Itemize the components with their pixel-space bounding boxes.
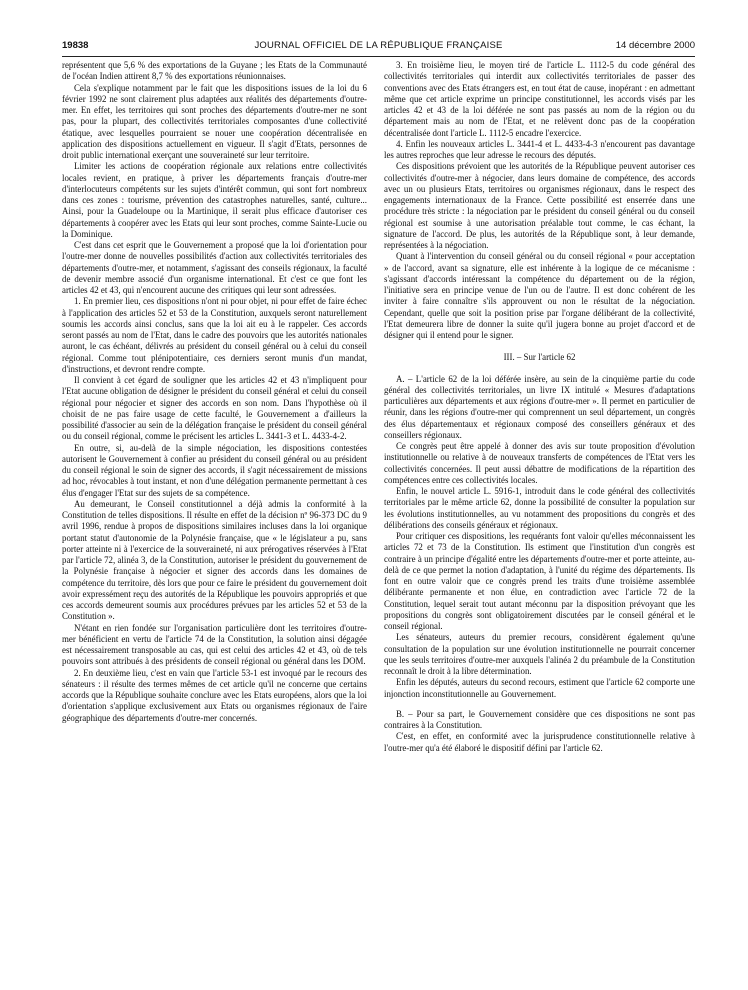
paragraph: Au demeurant, le Conseil constitutionnel a déjà admis la conformité à la Constitution de telles dispositions. Il résulte en effet de la décision nº 96-373 DC du 9 avril 1996, rendue à propos de dispositions similaires incluses dans la loi organique portant statut d'autonomie de la Polynésie française, que « le législateur a pu, sans porter atteinte ni à l'exercice de la souveraineté, ni aux prérogatives réservées à l'Etat par l'article 72, alinéa 3, de la Constitution, autoriser le président du gouvernement de la Polynésie française à négocier et signer des accords dans les domaines de compétence du territoire, dès lors que pour ce faire le président du gouvernement doit avoir expressément reçu des autorités de la République les pouvoirs appropriés et que ces accords demeurent soumis aux procédures prévues par les articles 52 et 53 de la Constitution ».	[62, 498, 367, 622]
paragraph: Cela s'explique notamment par le fait que les dispositions issues de la loi du 6 février 1992 ne sont clairement plus adaptées aux réalités des départements d'outre-mer. En effet, les territoires qui sont proches des départements d'outre-mer ne sont pas, pour la plupart, des collectivités territoriales composantes d'une collectivité étatique, avec lesquelles pourraient se nouer une coopération décentralisée en application des dispositions actuellement en vigueur. Il s'agit d'Etats, personnes de droit public international exerçant une souveraineté sur leur territoire.	[62, 82, 367, 160]
section-heading: III. – Sur l'article 62	[503, 352, 576, 363]
paragraph: C'est, en effet, en conformité avec la jurisprudence constitutionnelle relative à l'outre-mer qu'a été élaboré le dispositif défini par l'article 62.	[384, 731, 695, 753]
paragraph: Enfin les députés, auteurs du second recours, estiment que l'article 62 comporte une injonction inconstitutionnelle au Gouvernement.	[384, 677, 695, 699]
paragraph: A. – L'article 62 de la loi déférée insère, au sein de la cinquième partie du code général des collectivités territoriales, un livre IX intitulé « Mesures d'adaptations particulières aux départements et aux régions d'outre-mer ». Il permet en particulier de réunir, dans les régions d'outre-mer qui comprennent un seul département, un congrès des élus départementaux et régionaux composé des conseillers généraux et des conseillers régionaux.	[384, 373, 695, 440]
paragraph: Ce congrès peut être appelé à donner des avis sur toute proposition d'évolution institutionnelle ou relative à de nouveaux transferts de compétences de l'Etat vers les collectivités concernées. Il peut aussi débattre de modifications de la répartition des compétences entre ces collectivités locales.	[384, 441, 695, 485]
paragraph: 1. En premier lieu, ces dispositions n'ont ni pour objet, ni pour effet de faire échec à l'application des articles 52 et 53 de la Constitution, auxquels seront naturellement soumis les accords ainsi conclus, sans que la loi ait eu à le rappeler. Ces accords seront passés au nom de l'Etat, dans le cadre des pouvoirs que les autorités nationales auront, le cas échéant, délivrés au président du conseil général ou à celui du conseil régional. Comme tout plénipotentiaire, ces derniers seront munis d'un mandat, d'instructions, et devront rendre compte.	[62, 296, 367, 374]
paragraph: En outre, si, au-delà de la simple négociation, les dispositions contestées autorisent le Gouvernement à confier au président du conseil général ou au président du conseil régional le soin de signer des accords, il s'agit nécessairement de missions ad hoc, révocables à tout instant, et non d'une délégation permanente permettant à ces élus d'engager l'Etat sur des sujets de sa compétence.	[62, 442, 367, 498]
left-column	[62, 60, 367, 724]
paragraph: Pour critiquer ces dispositions, les requérants font valoir qu'elles méconnaissent les articles 72 et 73 de la Constitution. Ils estiment que l'institution d'un congrès est contraire à un principe d'égalité entre les départements d'outre-mer et porte atteinte, au-delà de ce que permet la notion d'adaptation, à l'unité du régime des départements. Ils font en outre valoir que ce congrès prend les traits d'une troisième assemblée délibérante permanente et non élue, en contradiction avec l'article 72 de la Constitution, lequel serait tout autant méconnu par la disposition prévoyant que les propositions du congrès sont obligatoirement discutées par le conseil général et le conseil régional.	[384, 531, 695, 631]
page-header	[62, 40, 695, 54]
header-rule	[62, 56, 695, 57]
paragraph: 3. En troisième lieu, le moyen tiré de l'article L. 1112-5 du code général des collectivités territoriales qui interdit aux collectivités territoriales de passer des conventions avec des Etats étrangers est, en tout état de cause, inopérant : en admettant même que cet article exprime un principe constitutionnel, les accords visés par les articles 42 et 43 de la loi déférée ne sont pas passés au nom de la région ou du département mais au nom de l'Etat, et ne relèvent donc pas de la coopération décentralisée dont l'article L. 1112-5 encadre l'exercice.	[384, 60, 695, 138]
page-number: 19838	[62, 40, 89, 51]
paragraph: représentent que 5,6 % des exportations de la Guyane ; les Etats de la Communauté de l'océan Indien attirent 8,7 % des exportations réunionnaises.	[62, 60, 367, 82]
paragraph: Enfin, le nouvel article L. 5916-1, introduit dans le code général des collectivités territoriales par le même article 62, donne la possibilité de consulter la population sur les évolutions institutionnelles, au vu notamment des propositions du congrès et des délibérations des conseils généraux et régionaux.	[384, 486, 695, 530]
paragraph: C'est dans cet esprit que le Gouvernement a proposé que la loi d'orientation pour l'outre-mer donne de nouvelles possibilités d'action aux collectivités territoriales des départements d'outre-mer, et notamment, s'agissant des conseils régionaux, la faculté de devenir membre associé d'un organisme international. Et c'est ce que font les articles 42 et 43, qui n'encourent aucune des critiques qui leur sont adressées.	[62, 240, 367, 295]
paragraph: Ces dispositions prévoient que les autorités de la République peuvent autoriser ces collectivités d'outre-mer à négocier, dans leurs domaine de compétence, des accords avec un ou plusieurs Etats, territoires ou organismes régionaux, dans le respect des engagements internationaux de la France. Cette possibilité est enserrée dans une procédure très stricte : la négociation par le président du conseil général ou du conseil régional est soumise à une autorisation préalable tout comme, le cas échant, la signature de l'accord. De plus, les autorités de la République sont, à leur demande, représentées à la négociation.	[384, 161, 695, 250]
issue-date: 14 décembre 2000	[615, 40, 695, 51]
paragraph: Limiter les actions de coopération régionale aux relations entre collectivités locales revient, en pratique, à priver les départements français d'outre-mer d'interlocuteurs compétents sur les sujets d'intérêt commun, qui sont fort nombreux dans ces zones : tourisme, prévention des catastrophes naturelles, santé, culture... Ainsi, pour la Guadeloupe ou la Martinique, il serait plus efficace d'autoriser ces départements à coopérer avec les Etats qui leur sont proches, comme Sainte-Lucie ou la Dominique.	[62, 161, 367, 239]
paragraph: Les sénateurs, auteurs du premier recours, considèrent également qu'une consultation de la population sur une évolution institutionnelle ne pourrait concerner que les seuls territoires d'outre-mer auxquels l'alinéa 2 du préambule de la Constitution reconnaît le droit à la libre détermination.	[384, 632, 695, 676]
paragraph: Quant à l'intervention du conseil général ou du conseil régional « pour acceptation » de l'accord, avant sa signature, elle est inhérente à la logique de ce mécanisme : s'agissant d'accords intéressant la compétence du département ou de la région, l'initiative sera en principe venue de l'un ou de l'autre. Il est donc cohérent de les inviter à faire connaître s'ils approuvent ou non le résultat de la négociation. Cependant, quelle que soit la position prise par l'organe délibérant de la collectivité, l'Etat demeurera libre de donner la suite qu'il jugera bonne au projet d'accord et de désigner qui il entend pour le signer.	[384, 251, 695, 340]
paragraph: 2. En deuxième lieu, c'est en vain que l'article 53-1 est invoqué par le recours des sénateurs : il résulte des termes mêmes de cet article qu'il ne concerne que certains accords que la République souhaite conclure avec les Etats européens, alors que la loi d'orientation s'applique exclusivement aux Etats ou organismes régionaux de l'aire géographique des départements d'outre-mer concernés.	[62, 667, 367, 723]
paragraph: B. – Pour sa part, le Gouvernement considère que ces dispositions ne sont pas contraires à la Constitution.	[384, 708, 695, 730]
paragraph: 4. Enfin les nouveaux articles L. 3441-4 et L. 4433-4-3 n'encourent pas davantage les autres reproches que leur adresse le recours des députés.	[384, 138, 695, 160]
paragraph: N'étant en rien fondée sur l'organisation particulière dont les territoires d'outre-mer bénéficient en vertu de l'article 74 de la Constitution, la solution ainsi dégagée est nécessairement transposable au cas, qui est celui des articles 42 et 43, où de tels pouvoirs sont attribués à des présidents de conseil régional ou général dans les DOM.	[62, 622, 367, 667]
right-column	[384, 60, 695, 754]
paragraph: Il convient à cet égard de souligner que les articles 42 et 43 n'impliquent pour l'Etat aucune obligation de désigner le président du conseil général et celui du conseil régional pour négocier et signer des accords en son nom. Dans l'hypothèse où il choisit de ne pas faire usage de cette faculté, le Gouvernement a d'ailleurs la possibilité d'associer au sein de la délégation française le président du conseil général ou du conseil régional, comme le précisent les articles L. 3441-3 et L. 4433-4-2.	[62, 375, 367, 442]
journal-title: JOURNAL OFFICIEL DE LA RÉPUBLIQUE FRANÇAISE	[254, 40, 503, 51]
